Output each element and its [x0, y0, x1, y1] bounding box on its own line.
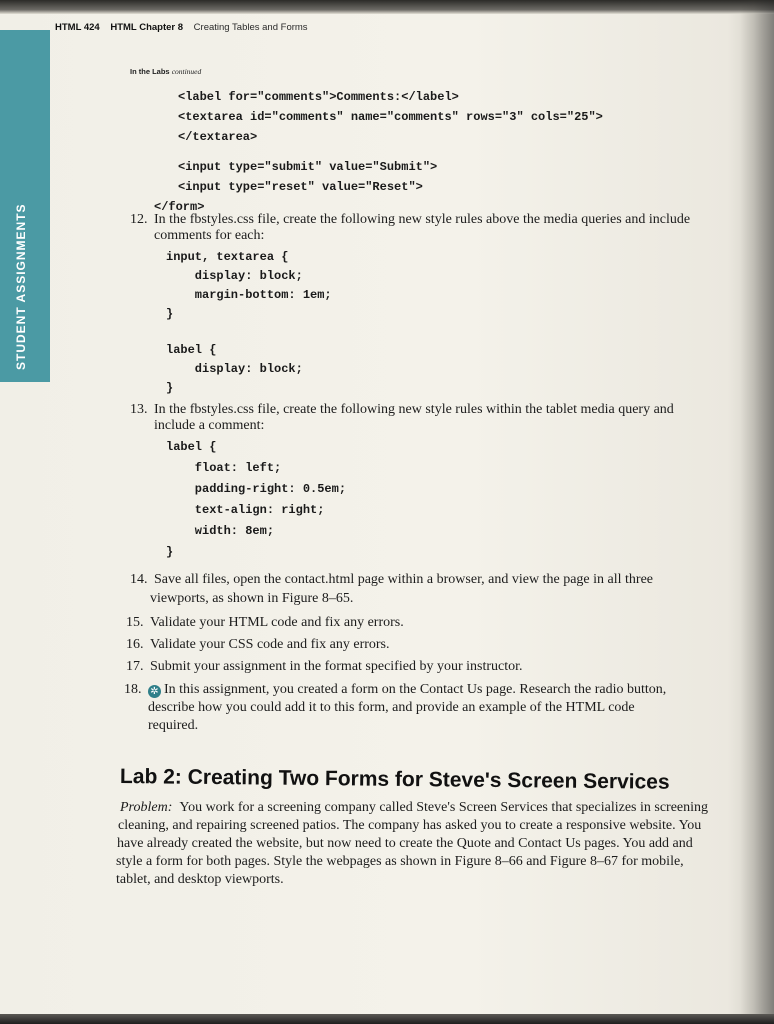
problem-line: cleaning, and repairing screened patios. The company has asked you to create a responsive website. You: [118, 818, 702, 833]
code-line: }: [166, 545, 174, 559]
code-line: }: [166, 307, 174, 321]
step-12-continuation: comments for each:: [154, 228, 265, 243]
header-page-number: 424: [83, 22, 100, 33]
code-line: <textarea id="comments" name="comments" rows="3" cols="25">: [178, 110, 603, 124]
code-line: width: 8em;: [166, 524, 275, 538]
problem-text: You work for a screening company called Steve's Screen Services that specializes in screening: [179, 800, 709, 815]
page-spine-shadow: [740, 0, 774, 1024]
header-chapter-title: Creating Tables and Forms: [193, 22, 308, 33]
problem-line: tablet, and desktop viewports.: [116, 872, 284, 887]
problem-line: have already created the website, but now need to create the Quote and Contact Us pages. You add and: [117, 836, 693, 851]
step-15: [126, 615, 404, 631]
running-header: [55, 22, 308, 33]
continued-suffix: continued: [171, 67, 202, 76]
page-top-shadow: [0, 0, 774, 14]
code-line: text-align: right;: [166, 503, 325, 517]
code-line: label {: [166, 440, 217, 454]
step-18: [124, 682, 666, 698]
step-text: In this assignment, you created a form on the Contact Us page. Research the radio button,: [164, 682, 667, 697]
lab-2-heading: Lab 2: Creating Two Forms for Steve's Screen Services: [119, 765, 670, 794]
code-line: }: [166, 381, 174, 395]
code-line: <label for="comments">Comments:</label>: [178, 90, 459, 104]
step-text: Validate your HTML code and fix any errors.: [150, 615, 404, 630]
step-12: [130, 212, 690, 228]
continued-prefix: In the Labs: [130, 67, 170, 76]
code-line: margin-bottom: 1em;: [166, 288, 332, 302]
step-16: [126, 637, 390, 653]
step-number: 12.: [130, 212, 148, 227]
problem-line: style a form for both pages. Style the webpages as shown in Figure 8–66 and Figure 8–67 for mobile,: [116, 854, 684, 869]
code-line: <input type="reset" value="Reset">: [178, 180, 423, 194]
header-chapter: HTML Chapter 8: [110, 22, 184, 33]
step-18-continuation: describe how you could add it to this form, and provide an example of the HTML code: [148, 700, 635, 715]
step-14: [130, 572, 653, 588]
step-number: 17.: [126, 659, 144, 674]
header-book: HTML: [55, 22, 82, 33]
step-text: In the fbstyles.css file, create the following new style rules within the tablet media query and: [154, 402, 674, 417]
step-text: Save all files, open the contact.html page within a browser, and view the page in all three: [154, 572, 653, 587]
code-line: padding-right: 0.5em;: [166, 482, 347, 496]
step-number: 14.: [130, 572, 148, 587]
code-line: </form>: [154, 200, 205, 214]
step-text: Submit your assignment in the format specified by your instructor.: [150, 659, 523, 674]
step-number: 18.: [124, 682, 142, 697]
code-line: <input type="submit" value="Submit">: [178, 160, 438, 174]
side-tab-label: STUDENT ASSIGNMENTS: [14, 203, 28, 370]
code-line: float: left;: [166, 461, 282, 475]
code-line: </textarea>: [178, 130, 258, 144]
step-number: 16.: [126, 637, 144, 652]
step-14-continuation: viewports, as shown in Figure 8–65.: [150, 591, 354, 606]
continued-label: [130, 67, 201, 76]
step-text: In the fbstyles.css file, create the following new style rules above the media queries and include: [154, 212, 691, 227]
problem-label: Problem:: [120, 800, 173, 815]
code-line: label {: [166, 343, 217, 357]
step-13: [130, 402, 674, 418]
step-number: 15.: [126, 615, 144, 630]
gear-icon: ✲: [148, 685, 161, 698]
step-text: Validate your CSS code and fix any errors.: [150, 637, 390, 652]
page-bottom-shadow: [0, 1014, 774, 1024]
step-number: 13.: [130, 402, 148, 417]
code-line: input, textarea {: [166, 250, 289, 264]
step-13-continuation: include a comment:: [154, 418, 265, 433]
step-18-continuation: required.: [148, 718, 199, 733]
step-17: [126, 659, 523, 675]
code-line: display: block;: [166, 269, 303, 283]
code-line: display: block;: [166, 362, 303, 376]
problem-line: [120, 800, 708, 816]
